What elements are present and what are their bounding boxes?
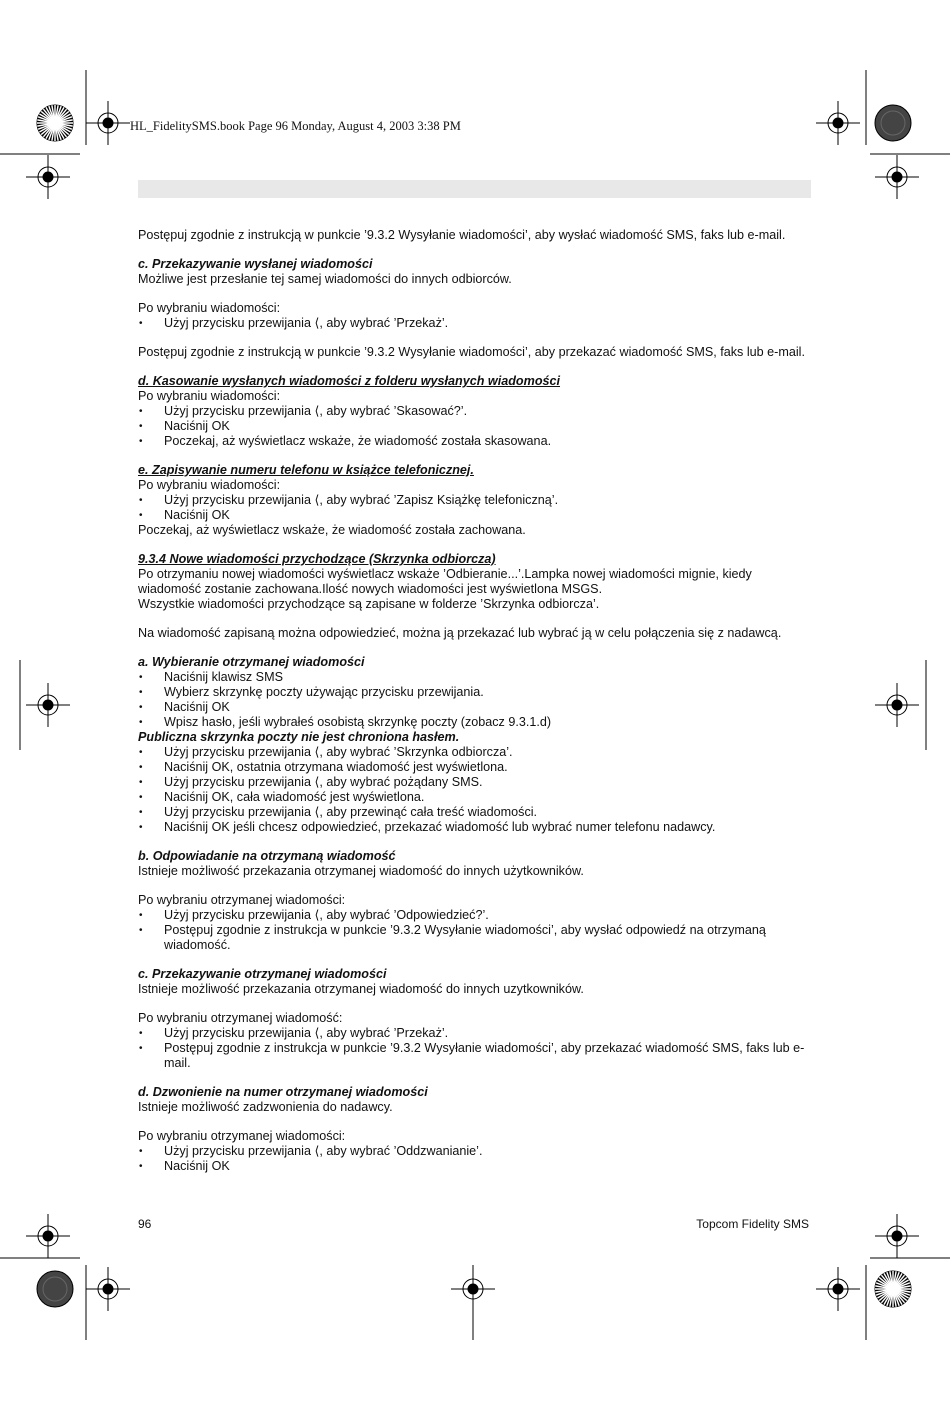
crosshair-dot (43, 172, 53, 182)
spacer (138, 360, 812, 374)
bullet-item: • Naciśnij OK, cała wiadomość jest wyświetlona. (138, 790, 812, 805)
spacer (138, 612, 812, 626)
section-heading: b. Odpowiadanie na otrzymaną wiadomość (138, 849, 396, 863)
bullet-item: • Postępuj zgodnie z instrukcja w punkcie ’9.3.2 Wysyłanie wiadomości’, aby wysłać odpowiedź na otrzymaną wiadomość. (138, 923, 812, 953)
paragraph: Istnieje możliwość zadzwonienia do nadawcy. (138, 1100, 393, 1114)
footer-product-name: Topcom Fidelity SMS (696, 1217, 809, 1231)
bullet-item: • Naciśnij OK (138, 508, 812, 523)
bullet-item: • Wybierz skrzynkę poczty używając przycisku przewijania. (138, 685, 812, 700)
crosshair-dot (833, 118, 843, 128)
spacer (138, 953, 812, 967)
spacer (138, 1071, 812, 1085)
spacer (138, 331, 812, 345)
bullet-item: • Postępuj zgodnie z instrukcja w punkcie ’9.3.2 Wysyłanie wiadomości’, aby przekazać wiadomość SMS, faks lub e-mail. (138, 1041, 812, 1071)
bullet-item: • Użyj przycisku przewijania ⟨, aby wybrać ’Przekaż’. (138, 316, 812, 331)
crosshair-dot (103, 118, 113, 128)
section-heading: d. Dzwonienie na numer otrzymanej wiadomości (138, 1085, 428, 1099)
registration-disc (37, 1271, 73, 1307)
crosshair-dot (103, 1284, 113, 1294)
bullet-item: • Użyj przycisku przewijania ⟨, aby wybrać pożądany SMS. (138, 775, 812, 790)
section-heading: a. Wybieranie otrzymanej wiadomości (138, 655, 365, 669)
crosshair-dot (833, 1284, 843, 1294)
paragraph: Po wybraniu otrzymanej wiadomość: (138, 1011, 343, 1025)
print-header-line: HL_FidelitySMS.book Page 96 Monday, August 4, 2003 3:38 PM (130, 119, 461, 133)
paragraph: Poczekaj, aż wyświetlacz wskaże, że wiadomość została zachowana. (138, 523, 526, 537)
spacer (138, 997, 812, 1011)
bullet-item: • Naciśnij OK (138, 700, 812, 715)
crosshair-dot (892, 700, 902, 710)
paragraph: Po otrzymaniu nowej wiadomości wyświetlacz wskaże ’Odbieranie...’.Lampka nowej wiadomości mignie, kiedy wiadomość zostanie zachowana.Ilość nowych wiadomości jest wyświetlona MSGS. (138, 567, 752, 596)
paragraph: Istnieje możliwość przekazania otrzymanej wiadomość do innych użytkowników. (138, 864, 584, 878)
paragraph: Wszystkie wiadomości przychodzące są zapisane w folderze ’Skrzynka odbiorcza’. (138, 597, 600, 611)
bullet-item: • Poczekaj, aż wyświetlacz wskaże, że wiadomość została skasowana. (138, 434, 812, 449)
section-heading: c. Przekazywanie wysłanej wiadomości (138, 257, 373, 271)
paragraph: Istnieje możliwość przekazania otrzymanej wiadomość do innych uzytkowników. (138, 982, 584, 996)
paragraph: Na wiadomość zapisaną można odpowiedzieć, można ją przekazać lub wybrać ją w celu połączenia się z nadawcą. (138, 626, 782, 640)
section-heading: c. Przekazywanie otrzymanej wiadomości (138, 967, 387, 981)
bullet-item: • Użyj przycisku przewijania ⟨, aby wybrać ’Odpowiedzieć?’. (138, 908, 812, 923)
paragraph: Po wybraniu wiadomości: (138, 389, 281, 403)
bullet-item: • Naciśnij OK (138, 1159, 812, 1174)
spacer (138, 879, 812, 893)
section-heading: Publiczna skrzynka poczty nie jest chroniona hasłem. (138, 730, 460, 744)
bullet-item: • Użyj przycisku przewijania ⟨, aby wybrać ’Zapisz Książkę telefoniczną’. (138, 493, 812, 508)
spacer (138, 538, 812, 552)
spacer (138, 243, 812, 257)
page-body (138, 228, 812, 1174)
spacer (138, 449, 812, 463)
spacer (138, 641, 812, 655)
bullet-item: • Użyj przycisku przewijania ⟨, aby przewinąć cała treść wiadomości. (138, 805, 812, 820)
registration-disc (875, 105, 911, 141)
paragraph: Postępuj zgodnie z instrukcją w punkcie ’9.3.2 Wysyłanie wiadomości’, aby przekazać wiadomość SMS, faks lub e-mail. (138, 345, 805, 359)
bullet-item: • Użyj przycisku przewijania ⟨, aby wybrać ’Oddzwanianie’. (138, 1144, 812, 1159)
bullet-item: • Użyj przycisku przewijania ⟨, aby wybrać ’Przekaż’. (138, 1026, 812, 1041)
section-heading: 9.3.4 Nowe wiadomości przychodzące (Skrzynka odbiorcza) (138, 552, 496, 566)
spacer (138, 835, 812, 849)
crosshair-dot (892, 1231, 902, 1241)
paragraph: Po wybraniu otrzymanej wiadomości: (138, 893, 346, 907)
crosshair-dot (43, 700, 53, 710)
bullet-item: • Naciśnij klawisz SMS (138, 670, 812, 685)
paragraph: Postępuj zgodnie z instrukcją w punkcie ’9.3.2 Wysyłanie wiadomości’, aby wysłać wiadomość SMS, faks lub e-mail. (138, 228, 786, 242)
page-number: 96 (138, 1217, 152, 1231)
section-heading: e. Zapisywanie numeru telefonu w książce telefonicznej. (138, 463, 474, 477)
bullet-item: • Naciśnij OK (138, 419, 812, 434)
bullet-item: • Naciśnij OK jeśli chcesz odpowiedzieć, przekazać wiadomość lub wybrać numer telefonu nadawcy. (138, 820, 812, 835)
bullet-item: • Naciśnij OK, ostatnia otrzymana wiadomość jest wyświetlona. (138, 760, 812, 775)
spacer (138, 287, 812, 301)
paragraph: Po wybraniu otrzymanej wiadomości: (138, 1129, 346, 1143)
section-heading: d. Kasowanie wysłanych wiadomości z folderu wysłanych wiadomości (138, 374, 561, 388)
crosshair-dot (43, 1231, 53, 1241)
crosshair-dot (892, 172, 902, 182)
bullet-item: • Wpisz hasło, jeśli wybrałeś osobistą skrzynkę poczty (zobacz 9.3.1.d) (138, 715, 812, 730)
paragraph: Po wybraniu wiadomości: (138, 301, 281, 315)
spacer (138, 1115, 812, 1129)
paragraph: Możliwe jest przesłanie tej samej wiadomości do innych odbiorców. (138, 272, 512, 286)
bullet-item: • Użyj przycisku przewijania ⟨, aby wybrać ’Skasować?’. (138, 404, 812, 419)
bullet-item: • Użyj przycisku przewijania ⟨, aby wybrać ’Skrzynka odbiorcza’. (138, 745, 812, 760)
paragraph: Po wybraniu wiadomości: (138, 478, 281, 492)
header-bar (138, 180, 811, 198)
